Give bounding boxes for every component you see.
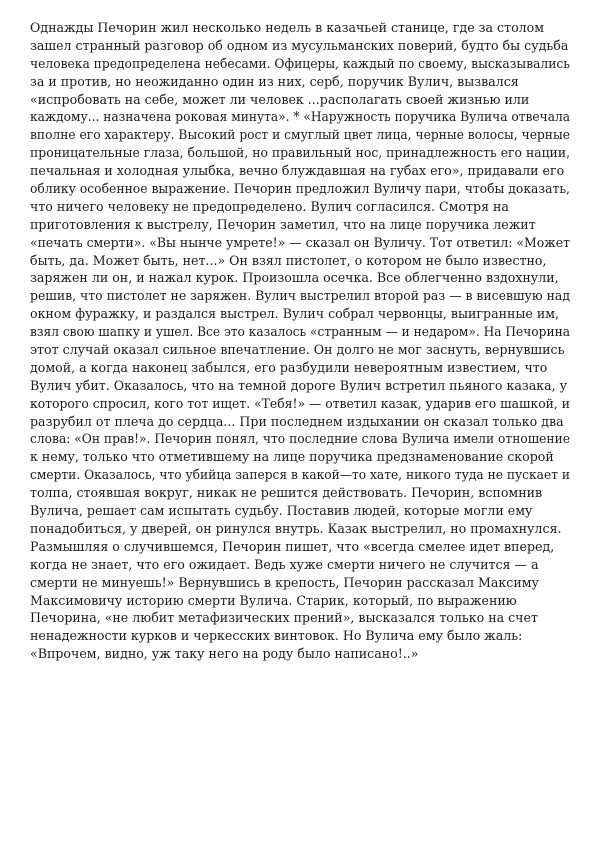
text-line: когда не знает, что его ожидает. Ведь хуже смерти ничего не случится — а — [30, 556, 539, 572]
text-line: смерти. Оказалось, что убийца заперся в какой—то хате, никого туда не пускает и — [30, 467, 570, 483]
text-line: понадобиться, у дверей, он ринулся внутрь. Казак выстрелил, но промахнулся. — [30, 520, 562, 536]
text-line: толпа, стоявшая вокруг, никак не решится действовать. Печорин, вспомнив — [30, 485, 543, 501]
text-line: за и против, но неожиданно один из них, серб, поручик Вулич, вызвался — [30, 73, 519, 89]
text-line: «испробовать на себе, может ли человек ...располагать своей жизнью или — [30, 91, 530, 107]
text-line: смерти не минуешь!» Вернувшись в крепость, Печорин рассказал Максиму — [30, 574, 539, 590]
text-line: домой, а когда наконец забылся, его разбудили невероятным известием, что — [30, 359, 548, 375]
text-line: зашел странный разговор об одном из мусульманских поверий, будто бы судьба — [30, 37, 569, 53]
text-line: Вулича, решает сам испытать судьбу. Поставив людей, которые могли ему — [30, 503, 533, 519]
text-line: разрубил от плеча до сердца... При последнем издыхании он сказал только два — [30, 413, 564, 429]
text-line: Вулич убит. Оказалось, что на темной дороге Вулич встретил пьяного казака, у — [30, 377, 568, 393]
text-line: каждому... назначена роковая минута». * «Наружность поручика Вулича отвечала — [30, 109, 571, 125]
text-line: что ничего человеку не предопределено. Вулич согласился. Смотря на — [30, 198, 509, 214]
text-line: слова: «Он прав!». Печорин понял, что последние слова Вулича имели отношение — [30, 431, 571, 447]
text-line: печальная и холодная улыбка, вечно блуждавшая на губах его», придавали его — [30, 163, 565, 179]
text-line: Размышляя о случившемся, Печорин пишет, что «всегда смелее идет вперед, — [30, 538, 555, 554]
text-line: к нему, только что отметившему на лице поручика предзнаменование скорой — [30, 449, 554, 465]
text-line: Максимовичу историю смерти Вулича. Старик, который, по выражению — [30, 592, 517, 608]
text-line: «Впрочем, видно, уж таку него на роду было написано!..» — [30, 646, 419, 662]
text-line: которого спросил, кого тот ищет. «Тебя!» — ответил казак, ударив его шашкой, и — [30, 395, 571, 411]
text-line: решив, что пистолет не заряжен. Вулич выстрелил второй раз — в висевшую над — [30, 288, 570, 304]
text-line: окном фуражку, и раздался выстрел. Вулич собрал червонцы, выигранные им, — [30, 306, 560, 322]
text-line: облику особенное выражение. Печорин предложил Вуличу пари, чтобы доказать, — [30, 181, 570, 197]
text-line: Однажды Печорин жил несколько недель в казачьей станице, где за столом — [30, 20, 545, 35]
text-line: заряжен ли он, и нажал курок. Произошла осечка. Все облегченно вздохнули, — [30, 270, 559, 286]
text-line: взял свою шапку и ушел. Все это казалось «странным — и недаром». На Печорина — [30, 324, 571, 340]
text-line: ненадежности курков и черкесских винтовок. Но Вулича ему было жаль: — [30, 628, 523, 644]
text-line: быть, да. Может быть, нет...» Он взял пистолет, о котором не было известно, — [30, 252, 547, 268]
text-line: Печорина, «не любит метафизических прений», высказался только на счет — [30, 610, 538, 626]
text-line: «печать смерти». «Вы нынче умрете!» — сказал он Вуличу. Тот ответил: «Может — [30, 234, 571, 250]
text-line: приготовления к выстрелу, Печорин заметил, что на лице поручика лежит — [30, 216, 536, 232]
body-text — [30, 19, 570, 663]
text-line: проницательные глаза, большой, но правильный нос, принадлежность его нации, — [30, 145, 571, 161]
text-line: человека предопределена небесами. Офицеры, каждый по своему, высказывались — [30, 55, 570, 71]
text-line: этот случай оказал сильное впечатление. Он долго не мог заснуть, вернувшись — [30, 342, 565, 358]
text-line: вполне его характеру. Высокий рост и смуглый цвет лица, черные волосы, черные — [30, 127, 570, 143]
